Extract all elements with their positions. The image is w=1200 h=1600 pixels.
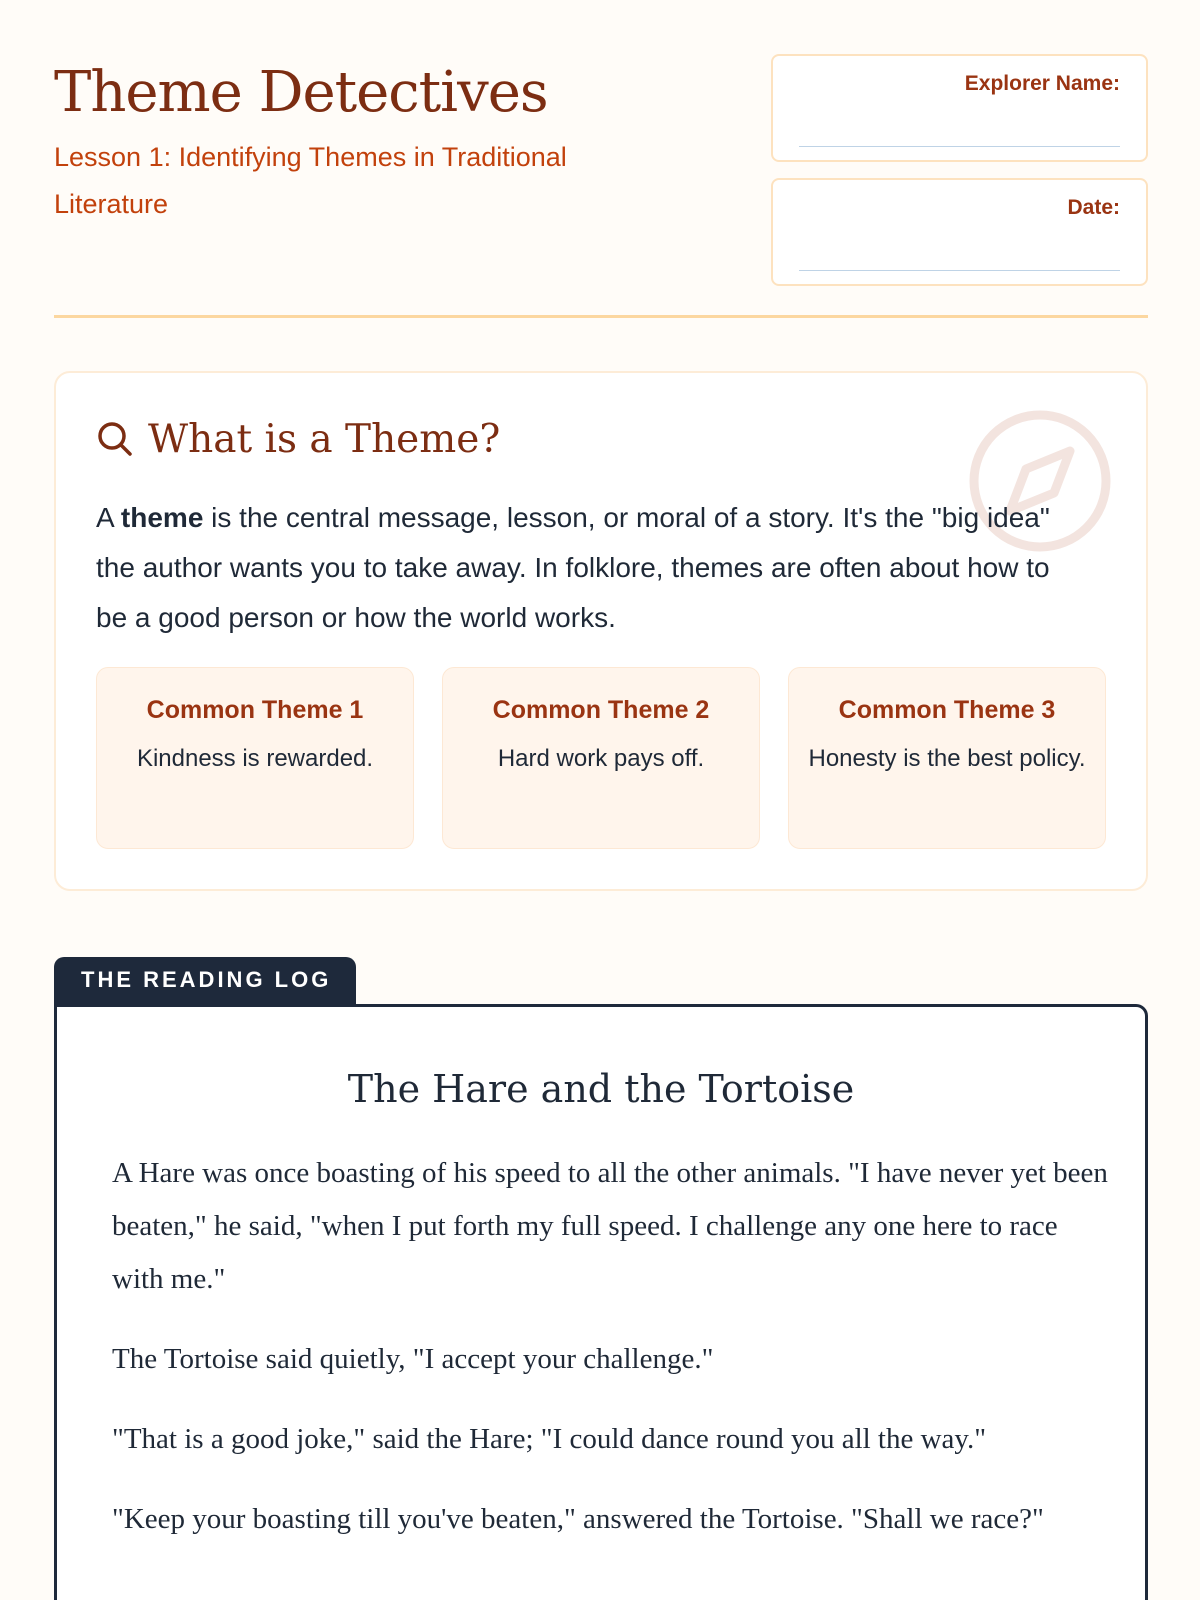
definition-prefix: A xyxy=(96,502,121,533)
theme-definition xyxy=(96,493,1056,643)
theme-definition-card xyxy=(54,371,1148,891)
section-heading xyxy=(96,413,500,465)
theme-name: Common Theme 2 xyxy=(492,696,710,724)
explorer-name-line xyxy=(799,146,1120,147)
common-themes xyxy=(96,667,1106,849)
search-icon xyxy=(96,420,134,458)
theme-box-2 xyxy=(442,667,760,849)
date-field[interactable] xyxy=(771,178,1148,286)
story-paragraph: "That is a good joke," said the Hare; "I could dance round you all the way." xyxy=(112,1423,987,1455)
theme-name: Common Theme 3 xyxy=(838,696,1056,724)
theme-description: Kindness is rewarded. xyxy=(136,745,374,772)
theme-description: Honesty is the best policy. xyxy=(808,745,1086,772)
story-paragraph: The Tortoise said quietly, "I accept your challenge." xyxy=(112,1343,714,1375)
reading-log-panel xyxy=(54,1004,1148,1600)
story-paragraph: A Hare was once boasting of his speed to all the other animals. "I have never yet been beaten," he said, "when I put forth my full speed. I challenge any one here to race with me." xyxy=(112,1157,1108,1295)
page-title: Theme Detectives xyxy=(54,60,548,125)
lesson-subtitle: Lesson 1: Identifying Themes in Traditional Literature xyxy=(54,142,567,219)
theme-description: Hard work pays off. xyxy=(497,745,705,772)
story-text xyxy=(112,1147,1112,1573)
story-paragraph: "Keep your boasting till you've beaten," answered the Tortoise. "Shall we race?" xyxy=(112,1503,1044,1535)
explorer-name-field[interactable] xyxy=(771,54,1148,162)
theme-name: Common Theme 1 xyxy=(146,696,364,724)
date-line xyxy=(799,270,1120,271)
definition-text: is the central message, lesson, or moral of a story. It's the "big idea" the author wants you to take away. In folklore, themes are often about how to be a good person or how the world works. xyxy=(96,502,1050,633)
theme-box-1 xyxy=(96,667,414,849)
explorer-name-label: Explorer Name: xyxy=(964,72,1120,95)
reading-log-tab: THE READING LOG xyxy=(54,957,356,1007)
story-title: The Hare and the Tortoise xyxy=(347,1067,855,1111)
definition-keyword: theme xyxy=(120,502,204,533)
worksheet-header xyxy=(54,54,1148,318)
date-label: Date: xyxy=(1067,196,1120,219)
section-title: What is a Theme? xyxy=(148,416,501,462)
theme-box-3 xyxy=(788,667,1106,849)
